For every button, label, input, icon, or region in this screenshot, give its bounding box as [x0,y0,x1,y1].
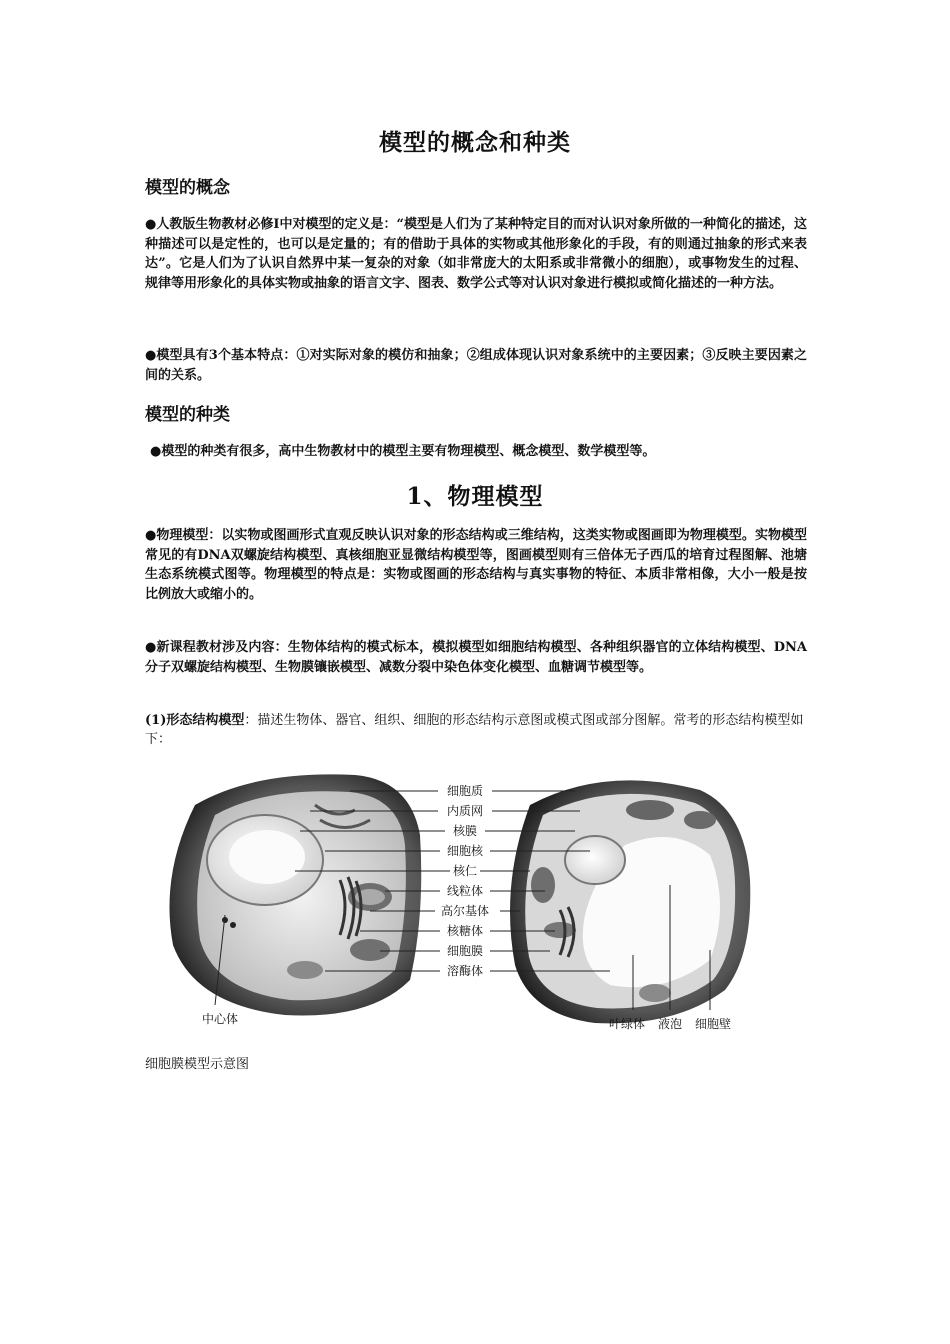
label-ribosome: 核糖体 [446,924,484,938]
label-vacuole: 液泡 [657,1017,683,1031]
figure-caption: 细胞膜模型示意图 [145,1057,250,1072]
paragraph-physical-model: ●物理模型：以实物或图画形式直观反映认识对象的形态结构或三维结构，这类实物或图画即为物理模型。实物模型常见的有DNA双螺旋结构模型、真核细胞亚显微结构模型等，图画模型则有三倍体无子西瓜的培育过程图解、池塘生态系统模式图等。物理模型的特点是：实物或图画的形态结构与真实事物的特征、本质非常相像，大小一般是按比例放大或缩小的。 [145,528,807,602]
heading-concept: 模型的概念 [145,178,230,198]
cell-structure-figure [155,765,755,1040]
label-golgi: 高尔基体 [440,904,490,918]
heading-types: 模型的种类 [145,405,230,425]
plant-cell [510,780,750,1023]
section-heading-physical-model: 1、物理模型 [406,483,544,510]
morphology-model-text: ：描述生物体、器官、组织、细胞的形态结构示意图或模式图或部分图解。常考的形态结构模型如下： [145,713,804,747]
cell-diagram-svg [155,765,755,1040]
label-lysosome: 溶酶体 [446,964,484,978]
paragraph-types: ●模型的种类有很多，高中生物教材中的模型主要有物理模型、概念模型、数学模型等。 [150,444,656,459]
label-mitochondria: 线粒体 [446,884,484,898]
paragraph-curriculum: ●新课程教材涉及内容：生物体结构的模式标本，模拟模型如细胞结构模型、各种组织器官的立体结构模型、DNA分子双螺旋结构模型、生物膜镶嵌模型、减数分裂中染色体变化模型、血糖调节模型等。 [145,640,807,675]
label-nucleolus: 核仁 [452,864,478,878]
label-cytoplasm: 细胞质 [446,784,484,798]
paragraph-definition: ●人教版生物教材必修Ⅰ中对模型的定义是：“模型是人们为了某种特定目的而对认识对象所做的一种简化的描述，这种描述可以是定性的，也可以是定量的；有的借助于具体的实物或其他形象化的手段，有的则通过抽象的形式来表达”。它是人们为了认识自然界中某一复杂的对象（如非常庞大的太阳系或非常微小的细胞），或事物发生的过程、规律等用形象化的具体实物或抽象的语言文字、图表、数学公式等对认识对象进行模拟或简化描述的一种方法。 [145,217,807,291]
paragraph-morphology-model [145,711,825,749]
label-chloroplast: 叶绿体 [608,1017,646,1031]
label-nuclear-envelope: 核膜 [452,824,478,838]
label-nucleus: 细胞核 [446,844,484,858]
label-cell-membrane: 细胞膜 [446,944,484,958]
morphology-model-label: (1)形态结构模型 [145,713,245,728]
label-cell-wall: 细胞壁 [694,1017,732,1031]
label-endoplasmic-reticulum: 内质网 [446,804,484,818]
paragraph-features: ●模型具有3个基本特点：①对实际对象的模仿和抽象；②组成体现认识对象系统中的主要因素；③反映主要因素之间的关系。 [145,348,807,383]
label-centrosome: 中心体 [201,1012,239,1026]
center-labels [441,783,489,978]
page-title: 模型的概念和种类 [379,129,571,156]
